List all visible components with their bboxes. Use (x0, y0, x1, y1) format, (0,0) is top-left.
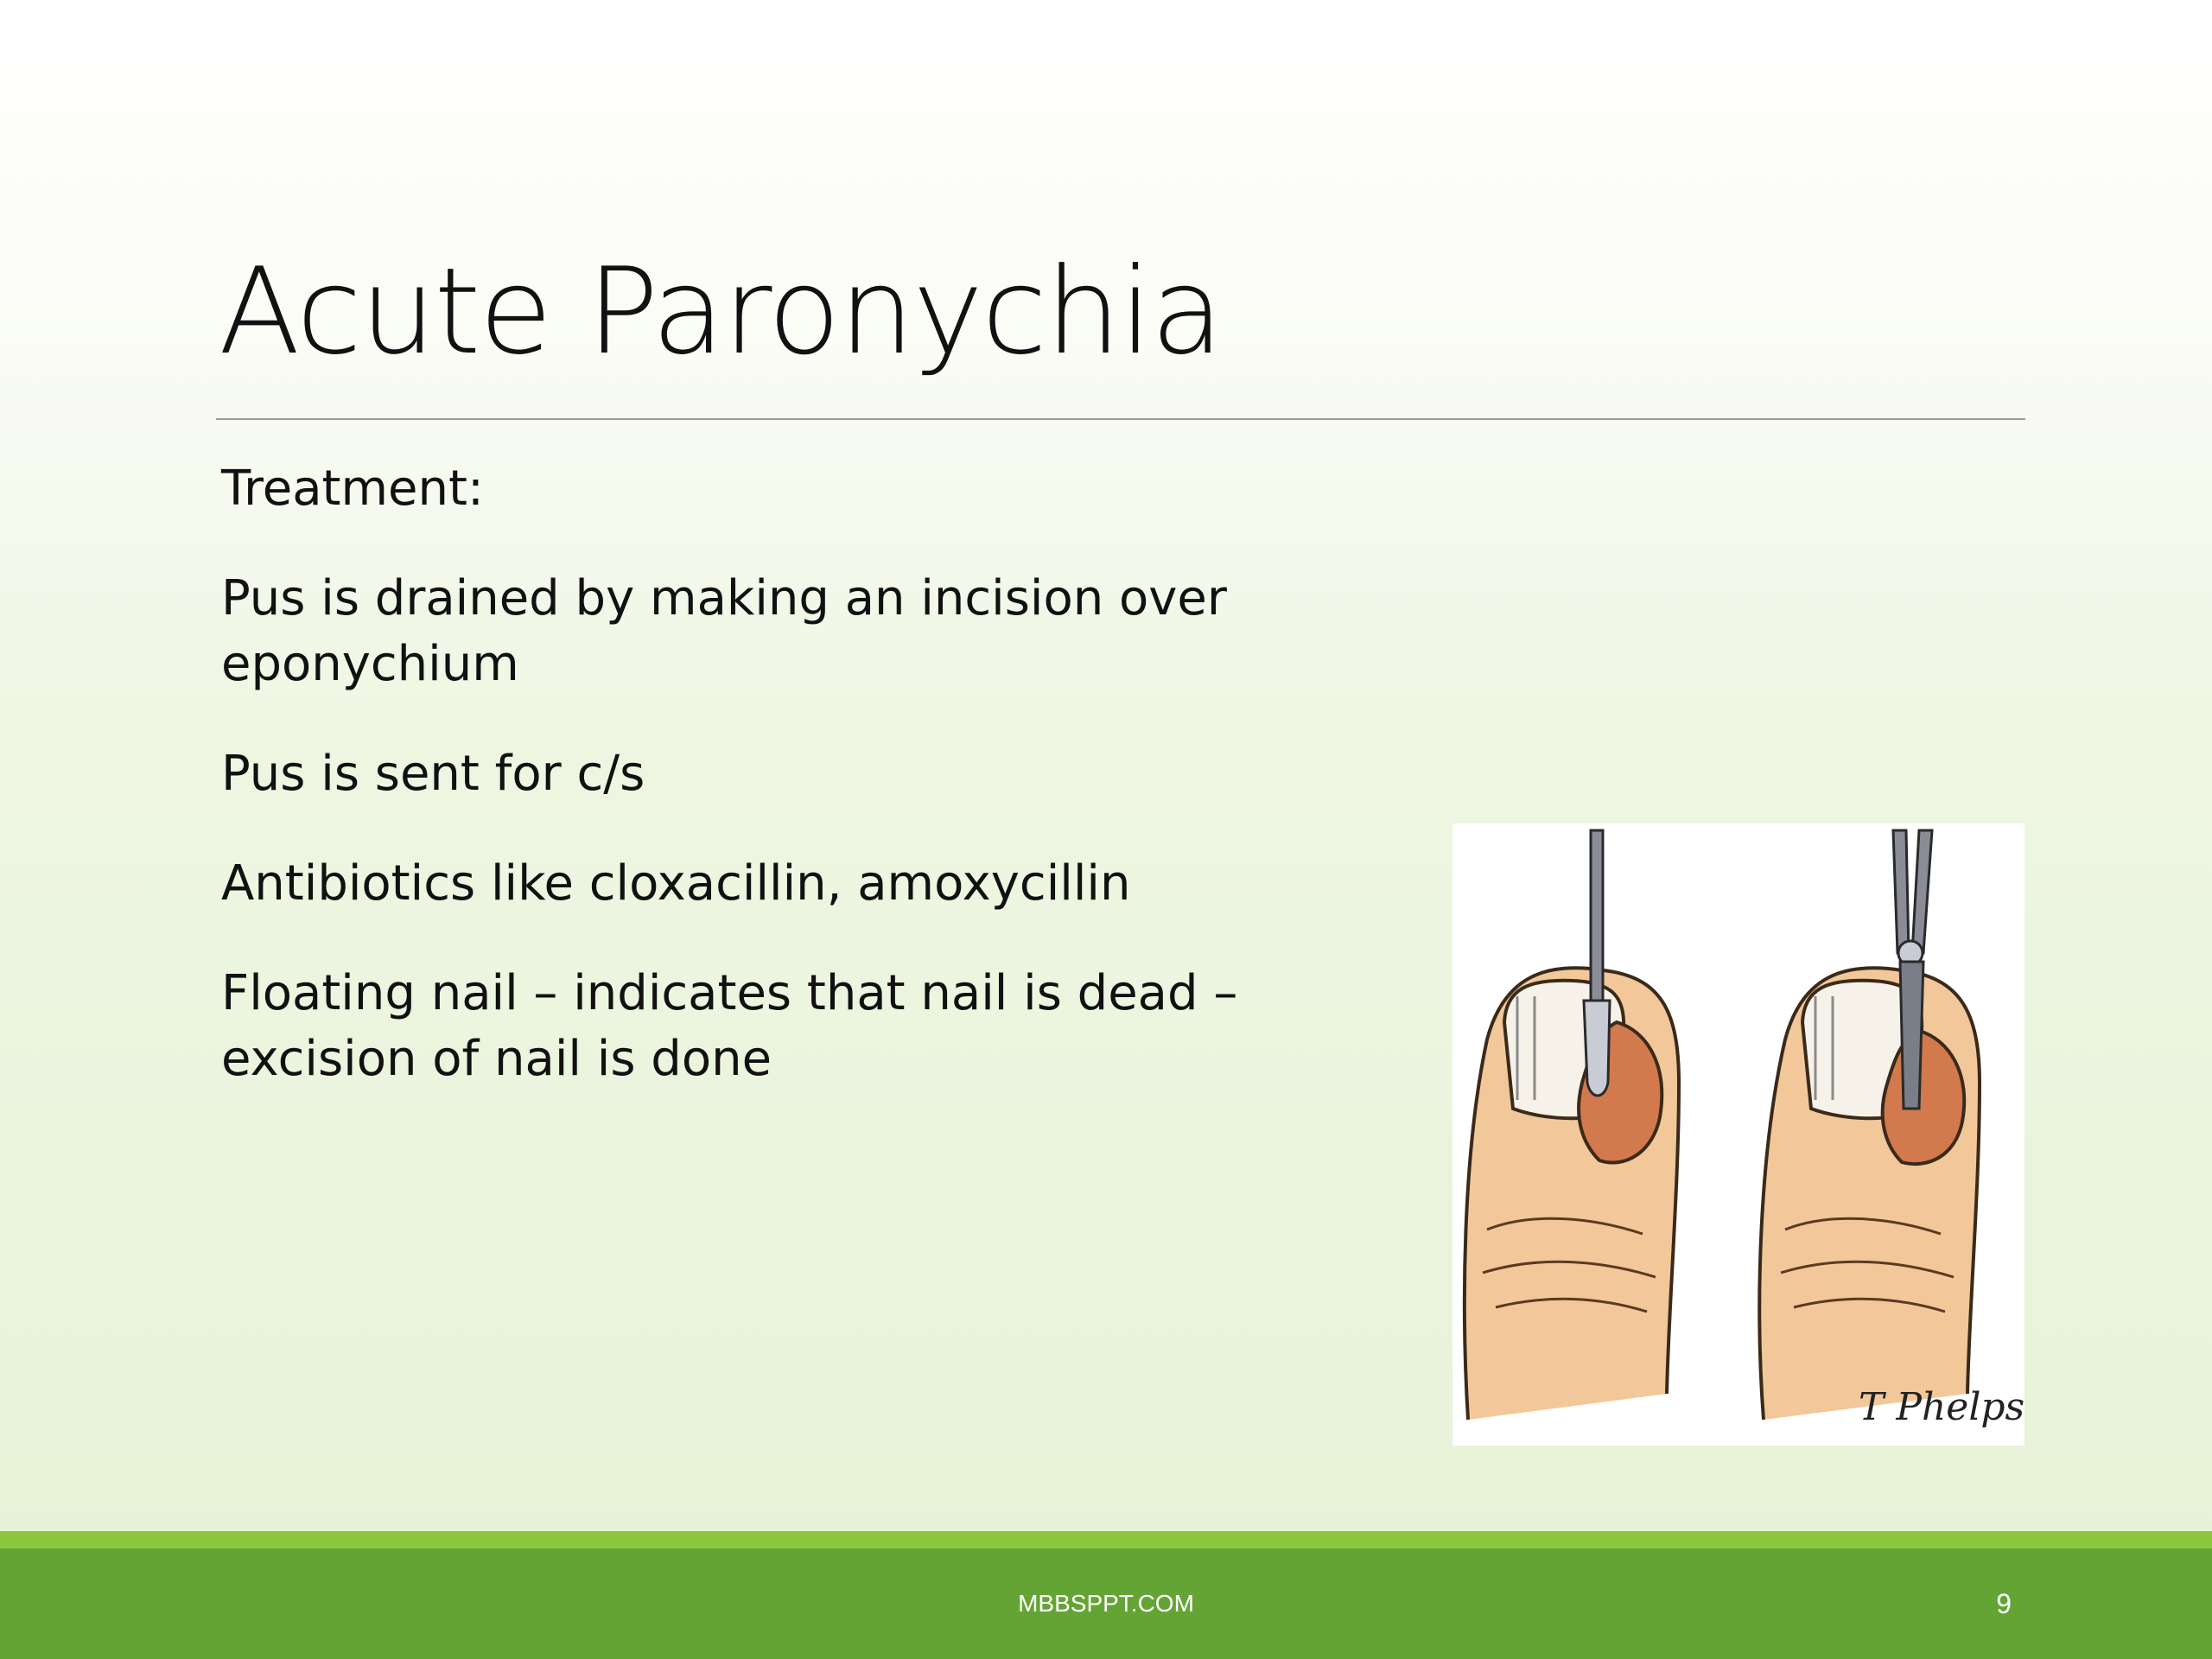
title-divider (216, 418, 2025, 420)
artist-signature: T Phelps (1859, 1385, 2024, 1429)
bullet-antibiotics: Antibiotics like cloxacillin, amoxycillin (221, 855, 1131, 912)
paronychia-illustration (1452, 823, 2024, 1446)
bullet-incision: Pus is drained by making an incision over eponychium (221, 570, 1227, 692)
bullet-culture: Pus is sent for c/s (221, 746, 645, 802)
footer-site-name: MBBSPPT.COM (1018, 1590, 1194, 1617)
bullet-floating-nail: Floating nail – indicates that nail is dead – excision of nail is done (221, 965, 1238, 1087)
slide-body (221, 456, 1379, 1136)
footer-accent-stripe (0, 1531, 2212, 1548)
treatment-heading: Treatment: (221, 461, 484, 517)
right-thumb (1759, 830, 1980, 1420)
left-thumb (1465, 830, 1679, 1420)
slide-number: 9 (1996, 1588, 2012, 1619)
slide-title: Acute Paronychia (219, 242, 1223, 381)
